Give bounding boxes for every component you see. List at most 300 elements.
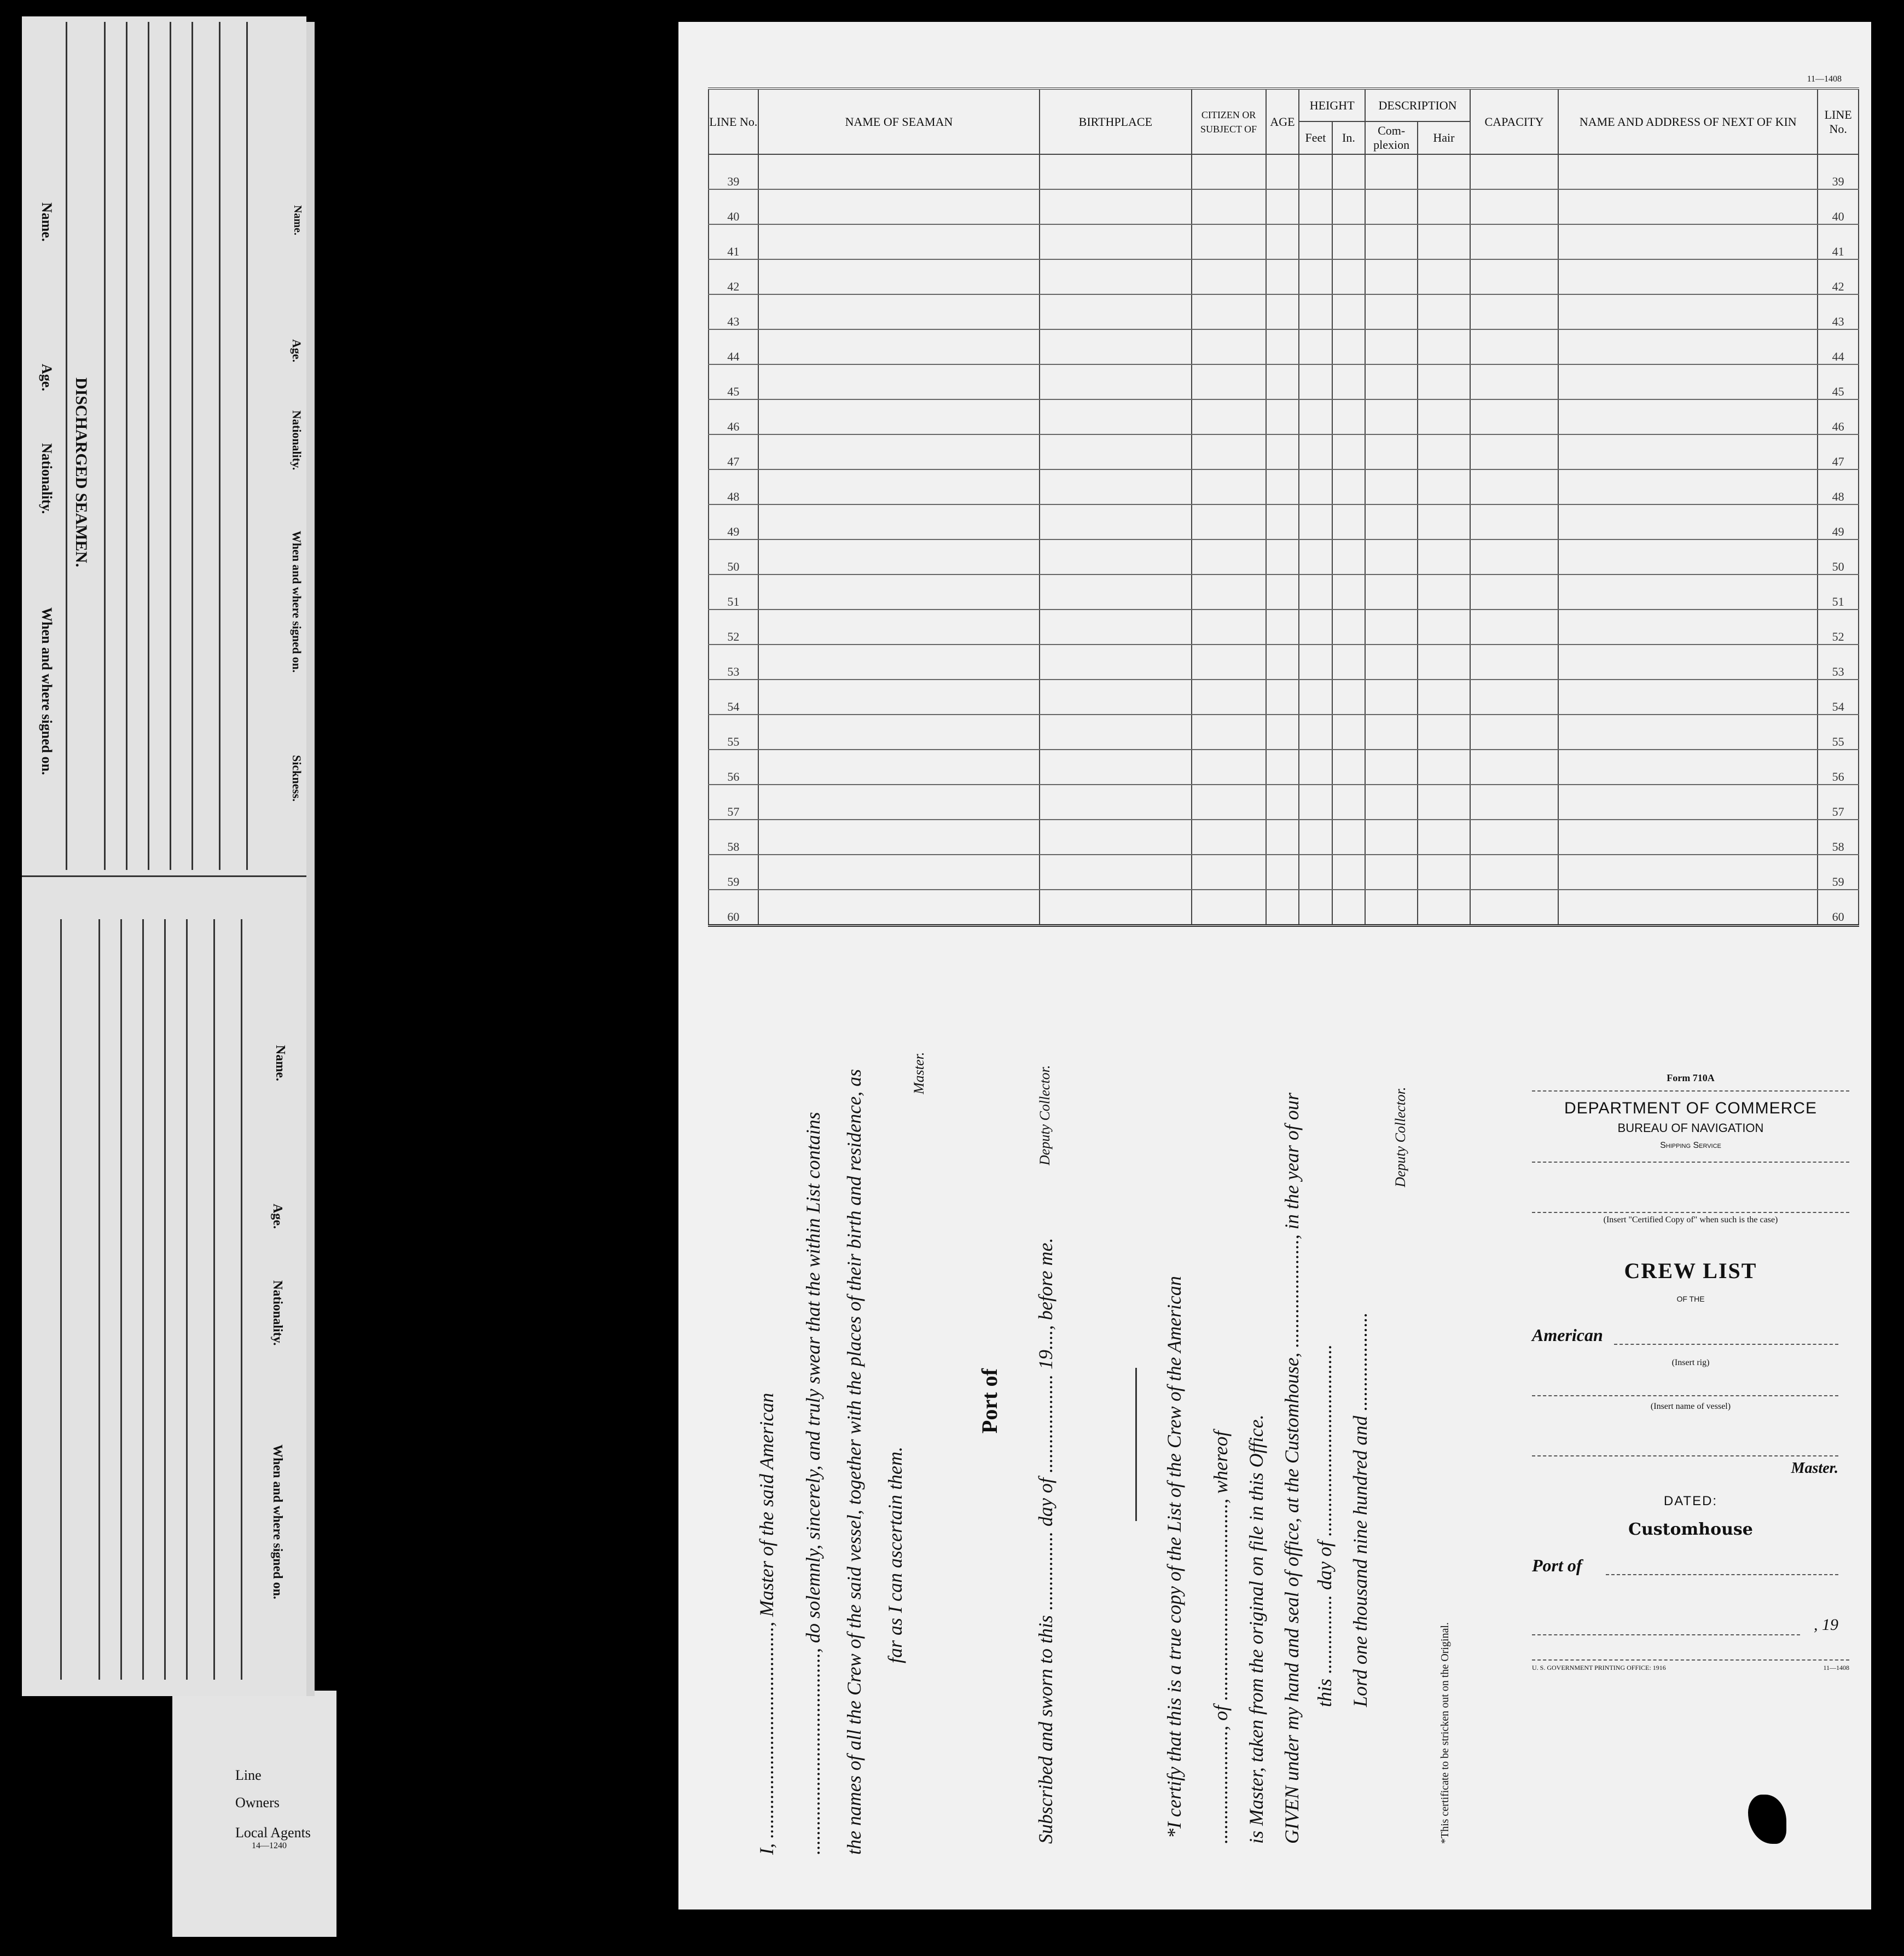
- affidavit-deputy-2: Deputy Collector.: [1392, 1087, 1408, 1187]
- table-row: [709, 750, 1859, 785]
- row-line-no: 57: [709, 785, 758, 820]
- row-cell: [1040, 189, 1191, 224]
- row-cell: [1266, 610, 1299, 645]
- strip-rule: [246, 22, 248, 870]
- row-cell: [1299, 715, 1332, 750]
- row-cell: [1192, 329, 1266, 364]
- strip-rule: [60, 919, 62, 1680]
- row-cell: [1332, 224, 1366, 259]
- affidavit-lord: Lord one thousand nine hundred and ....................: [1349, 1312, 1371, 1707]
- row-cell: [1192, 434, 1266, 469]
- affidavit-given: GIVEN under my hand and seal of office, at the Customhouse, ......................, in the year of our: [1281, 1093, 1303, 1844]
- row-cell: [1418, 399, 1470, 434]
- row-line-no: 44: [709, 329, 758, 364]
- row-line-no: 43: [709, 294, 758, 329]
- row-cell: [1470, 469, 1558, 504]
- row-cell: [1332, 855, 1366, 890]
- row-line-no: 54: [709, 680, 758, 715]
- torn-corner: [1748, 1795, 1786, 1844]
- cover-rig-line: [1614, 1344, 1838, 1345]
- row-cell: [1266, 189, 1299, 224]
- row-cell: [1192, 645, 1266, 680]
- row-cell: [1299, 890, 1332, 926]
- row-cell: [1192, 539, 1266, 574]
- row-cell: [1365, 329, 1418, 364]
- affidavit-port-of: Port of: [977, 1368, 1002, 1433]
- row-line-no-right: 42: [1818, 259, 1859, 294]
- row-cell: [1365, 504, 1418, 539]
- row-cell: [1192, 610, 1266, 645]
- row-cell: [758, 434, 1040, 469]
- col-height-feet: Feet: [1299, 121, 1332, 154]
- row-cell: [1332, 890, 1366, 926]
- row-cell: [1299, 399, 1332, 434]
- row-line-no: 50: [709, 539, 758, 574]
- row-cell: [1470, 434, 1558, 469]
- row-cell: [1558, 259, 1818, 294]
- row-cell: [1558, 469, 1818, 504]
- row-cell: [1192, 820, 1266, 855]
- row-cell: [1266, 855, 1299, 890]
- row-cell: [1266, 539, 1299, 574]
- affidavit-subscribed: Subscribed and sworn to this ................ day of .................... 19...., before me.: [1035, 1238, 1057, 1844]
- row-cell: [1418, 504, 1470, 539]
- row-cell: [1040, 680, 1191, 715]
- strip-rule: [219, 22, 220, 870]
- row-cell: [1558, 539, 1818, 574]
- row-line-no-right: 41: [1818, 224, 1859, 259]
- row-cell: [1558, 329, 1818, 364]
- row-cell: [1266, 785, 1299, 820]
- row-cell: [1266, 329, 1299, 364]
- row-cell: [1299, 504, 1332, 539]
- cover-customhouse: Customhouse: [1628, 1520, 1753, 1539]
- row-cell: [1558, 294, 1818, 329]
- strip-rule: [66, 22, 67, 870]
- row-cell: [1192, 154, 1266, 189]
- row-cell: [1365, 154, 1418, 189]
- row-cell: [1299, 329, 1332, 364]
- row-cell: [1558, 574, 1818, 610]
- row-cell: [758, 645, 1040, 680]
- row-line-no: 59: [709, 855, 758, 890]
- strip-header-signed: When and where signed on.: [290, 531, 304, 673]
- row-cell: [1558, 224, 1818, 259]
- row-line-no-right: 57: [1818, 785, 1859, 820]
- row-cell: [1192, 189, 1266, 224]
- row-cell: [1040, 259, 1191, 294]
- strip-footer-line: Line: [235, 1767, 262, 1783]
- cover-date-line: [1532, 1634, 1800, 1635]
- row-cell: [1040, 855, 1191, 890]
- row-cell: [1040, 890, 1191, 926]
- strip-header-nationality: Nationality.: [290, 410, 304, 471]
- table-row: [709, 610, 1859, 645]
- row-line-no: 46: [709, 399, 758, 434]
- row-cell: [758, 329, 1040, 364]
- row-line-no-right: 54: [1818, 680, 1859, 715]
- row-cell: [758, 259, 1040, 294]
- row-cell: [1365, 820, 1418, 855]
- row-cell: [1040, 610, 1191, 645]
- row-cell: [1266, 890, 1299, 926]
- row-cell: [1266, 469, 1299, 504]
- col-complexion: Com- plexion: [1365, 121, 1418, 154]
- row-line-no: 42: [709, 259, 758, 294]
- table-row: [709, 434, 1859, 469]
- strip-header-signed: When and where signed on.: [270, 1444, 285, 1599]
- row-cell: [1192, 890, 1266, 926]
- table-row: [709, 855, 1859, 890]
- strip-title: DISCHARGED SEAMEN.: [72, 378, 90, 567]
- col-line-no-right: LINE No.: [1818, 89, 1859, 154]
- row-cell: [1470, 189, 1558, 224]
- row-cell: [758, 750, 1040, 785]
- row-cell: [1365, 645, 1418, 680]
- row-line-no-right: 59: [1818, 855, 1859, 890]
- row-cell: [758, 785, 1040, 820]
- row-line-no: 60: [709, 890, 758, 926]
- table-row: [709, 399, 1859, 434]
- row-cell: [1192, 469, 1266, 504]
- left-strip-back: [172, 1691, 336, 1937]
- row-cell: [1299, 364, 1332, 399]
- row-cell: [1332, 434, 1366, 469]
- row-cell: [1365, 469, 1418, 504]
- row-cell: [758, 364, 1040, 399]
- row-cell: [1418, 574, 1470, 610]
- row-cell: [1332, 399, 1366, 434]
- affidavit-line-4: far as I can ascertain them.: [884, 1447, 906, 1663]
- cover-service: Shipping Service: [1660, 1141, 1721, 1150]
- row-line-no: 39: [709, 154, 758, 189]
- row-cell: [1266, 259, 1299, 294]
- affidavit-is-master: is Master, taken from the original on file in this Office.: [1245, 1414, 1267, 1844]
- strip-header-age: Age.: [39, 364, 55, 391]
- table-row: [709, 469, 1859, 504]
- row-cell: [1365, 364, 1418, 399]
- row-cell: [1558, 154, 1818, 189]
- col-hair: Hair: [1418, 121, 1470, 154]
- cover-year: , 19: [1814, 1616, 1838, 1634]
- table-row: [709, 574, 1859, 610]
- cover-rule-bottom: [1532, 1659, 1849, 1661]
- table-row: [709, 259, 1859, 294]
- row-cell: [758, 890, 1040, 926]
- row-cell: [1365, 750, 1418, 785]
- col-name-of-seaman: NAME OF SEAMAN: [758, 89, 1040, 154]
- row-cell: [1040, 469, 1191, 504]
- row-cell: [1418, 224, 1470, 259]
- row-cell: [1040, 539, 1191, 574]
- row-cell: [1040, 364, 1191, 399]
- col-height-in: In.: [1332, 121, 1366, 154]
- row-cell: [758, 820, 1040, 855]
- row-cell: [1470, 750, 1558, 785]
- affidavit-divider: [1135, 1368, 1137, 1521]
- col-capacity: CAPACITY: [1470, 89, 1558, 154]
- row-line-no: 51: [709, 574, 758, 610]
- row-cell: [1470, 259, 1558, 294]
- row-cell: [1558, 189, 1818, 224]
- row-cell: [1418, 820, 1470, 855]
- col-birthplace: BIRTHPLACE: [1040, 89, 1191, 154]
- row-cell: [1470, 715, 1558, 750]
- row-cell: [1332, 469, 1366, 504]
- row-cell: [758, 469, 1040, 504]
- col-citizen: CITIZEN OR SUBJECT OF: [1192, 89, 1266, 154]
- strip-header-nationality: Nationality.: [39, 443, 55, 514]
- row-cell: [1192, 750, 1266, 785]
- row-cell: [1266, 750, 1299, 785]
- cover-port-line: [1606, 1574, 1838, 1575]
- table-row: [709, 645, 1859, 680]
- strip-header-sickness: Sickness.: [290, 755, 304, 802]
- row-cell: [1266, 504, 1299, 539]
- row-line-no: 53: [709, 645, 758, 680]
- row-cell: [1332, 259, 1366, 294]
- col-next-of-kin: NAME AND ADDRESS OF NEXT OF KIN: [1558, 89, 1818, 154]
- row-cell: [1558, 645, 1818, 680]
- cover-code: 11—1408: [1823, 1664, 1849, 1671]
- cover-american: American: [1532, 1325, 1603, 1345]
- row-line-no-right: 55: [1818, 715, 1859, 750]
- row-line-no: 56: [709, 750, 758, 785]
- row-cell: [1365, 680, 1418, 715]
- table-row: [709, 224, 1859, 259]
- row-cell: [1299, 539, 1332, 574]
- affidavit-line-3: the names of all the Crew of the said vessel, together with the places of their birth and residence, as: [843, 1069, 865, 1855]
- row-cell: [1299, 189, 1332, 224]
- row-cell: [1040, 750, 1191, 785]
- row-cell: [1470, 785, 1558, 820]
- row-line-no: 48: [709, 469, 758, 504]
- row-cell: [1299, 224, 1332, 259]
- row-cell: [1418, 750, 1470, 785]
- row-cell: [1266, 154, 1299, 189]
- strip-header-signed: When and where signed on.: [39, 607, 55, 775]
- table-row: [709, 189, 1859, 224]
- row-cell: [1558, 820, 1818, 855]
- row-cell: [1299, 294, 1332, 329]
- row-line-no-right: 43: [1818, 294, 1859, 329]
- row-line-no-right: 47: [1818, 434, 1859, 469]
- row-cell: [1040, 224, 1191, 259]
- strip-header-age: Age.: [270, 1204, 285, 1229]
- row-cell: [1418, 610, 1470, 645]
- strip-rule: [120, 919, 122, 1680]
- row-cell: [1299, 820, 1332, 855]
- row-cell: [1558, 610, 1818, 645]
- row-cell: [1470, 820, 1558, 855]
- table-row: [709, 680, 1859, 715]
- row-cell: [1332, 329, 1366, 364]
- row-cell: [1418, 680, 1470, 715]
- row-cell: [1470, 574, 1558, 610]
- row-cell: [1192, 259, 1266, 294]
- row-cell: [1332, 820, 1366, 855]
- row-cell: [758, 294, 1040, 329]
- row-cell: [1266, 715, 1299, 750]
- row-line-no-right: 44: [1818, 329, 1859, 364]
- row-cell: [758, 680, 1040, 715]
- strip-rule: [104, 22, 106, 870]
- row-cell: [1365, 785, 1418, 820]
- row-cell: [1470, 154, 1558, 189]
- row-cell: [1192, 574, 1266, 610]
- row-cell: [1332, 715, 1366, 750]
- row-cell: [1266, 820, 1299, 855]
- cover-bureau: BUREAU OF NAVIGATION: [1617, 1121, 1764, 1135]
- row-cell: [1470, 399, 1558, 434]
- row-cell: [1418, 189, 1470, 224]
- row-line-no: 52: [709, 610, 758, 645]
- row-cell: [758, 189, 1040, 224]
- row-cell: [1365, 855, 1418, 890]
- cover-dept: DEPARTMENT OF COMMERCE: [1564, 1099, 1818, 1117]
- col-age: AGE: [1266, 89, 1299, 154]
- affidavit-line-2: ........................................., do solemnly, sincerely, and truly swear that the within List contains: [802, 1112, 824, 1855]
- cover-vessel-line: [1532, 1395, 1838, 1396]
- row-cell: [1266, 680, 1299, 715]
- row-cell: [1332, 294, 1366, 329]
- table-row: [709, 785, 1859, 820]
- row-line-no-right: 40: [1818, 189, 1859, 224]
- strip-footer-agents: Local Agents: [235, 1825, 311, 1841]
- table-row: [709, 329, 1859, 364]
- table-row: [709, 890, 1859, 926]
- row-cell: [1332, 504, 1366, 539]
- row-cell: [1365, 715, 1418, 750]
- row-line-no-right: 48: [1818, 469, 1859, 504]
- crew-table: [708, 88, 1859, 927]
- row-cell: [1192, 855, 1266, 890]
- row-cell: [1192, 680, 1266, 715]
- row-line-no: 55: [709, 715, 758, 750]
- affidavit-line-1: I, ..........................................., Master of the said American: [756, 1392, 777, 1855]
- row-line-no: 45: [709, 364, 758, 399]
- form-code-top: 11—1408: [1807, 74, 1842, 84]
- cover-panel: [1532, 1072, 1849, 1672]
- strip-footer-code: 14—1240: [252, 1841, 287, 1850]
- row-cell: [1040, 294, 1191, 329]
- strip-rule: [98, 919, 100, 1680]
- row-cell: [1365, 434, 1418, 469]
- strip-header-age: Age.: [290, 339, 304, 363]
- col-line-no: LINE No.: [709, 89, 758, 154]
- row-cell: [1040, 399, 1191, 434]
- row-cell: [1266, 399, 1299, 434]
- row-cell: [1558, 750, 1818, 785]
- row-cell: [1332, 539, 1366, 574]
- row-cell: [1332, 154, 1366, 189]
- row-line-no: 49: [709, 504, 758, 539]
- row-cell: [1266, 364, 1299, 399]
- row-cell: [1299, 610, 1332, 645]
- row-cell: [1418, 469, 1470, 504]
- row-line-no: 47: [709, 434, 758, 469]
- cover-port-of: Port of: [1532, 1555, 1582, 1575]
- strip-header-nationality: Nationality.: [270, 1280, 285, 1346]
- row-cell: [1418, 715, 1470, 750]
- strip-rule: [142, 919, 144, 1680]
- strip-rule: [191, 22, 193, 870]
- cover-form-no: Form 710A: [1667, 1072, 1715, 1083]
- strip-rule: [126, 22, 127, 870]
- strip-rule: [241, 919, 242, 1680]
- row-cell: [758, 715, 1040, 750]
- row-cell: [1192, 785, 1266, 820]
- row-cell: [1299, 259, 1332, 294]
- row-cell: [1332, 750, 1366, 785]
- row-line-no-right: 52: [1818, 610, 1859, 645]
- row-cell: [1558, 434, 1818, 469]
- row-cell: [1418, 890, 1470, 926]
- cover-rule-top: [1532, 1090, 1849, 1092]
- row-cell: [758, 154, 1040, 189]
- row-cell: [758, 224, 1040, 259]
- row-cell: [1266, 224, 1299, 259]
- row-cell: [1418, 329, 1470, 364]
- row-cell: [1192, 224, 1266, 259]
- row-cell: [1418, 294, 1470, 329]
- row-cell: [1470, 504, 1558, 539]
- row-cell: [1365, 399, 1418, 434]
- row-cell: [1365, 890, 1418, 926]
- table-row: [709, 154, 1859, 189]
- row-cell: [1040, 504, 1191, 539]
- strip-rule: [186, 919, 188, 1680]
- row-cell: [1332, 189, 1366, 224]
- table-row: [709, 539, 1859, 574]
- table-row: [709, 715, 1859, 750]
- row-cell: [1192, 294, 1266, 329]
- strip-rule: [164, 919, 166, 1680]
- row-cell: [1470, 539, 1558, 574]
- row-cell: [1266, 434, 1299, 469]
- cover-rule-2: [1532, 1162, 1849, 1163]
- row-cell: [1470, 294, 1558, 329]
- row-cell: [1040, 154, 1191, 189]
- row-cell: [1299, 434, 1332, 469]
- row-cell: [1332, 364, 1366, 399]
- table-row: [709, 820, 1859, 855]
- row-cell: [1470, 364, 1558, 399]
- row-cell: [1365, 224, 1418, 259]
- row-cell: [1365, 294, 1418, 329]
- table-row: [709, 294, 1859, 329]
- row-line-no-right: 51: [1818, 574, 1859, 610]
- row-line-no-right: 60: [1818, 890, 1859, 926]
- strip-header-name: Name.: [39, 202, 55, 242]
- row-line-no-right: 45: [1818, 364, 1859, 399]
- strip-header-name: Name.: [273, 1045, 287, 1081]
- row-cell: [1558, 680, 1818, 715]
- row-line-no-right: 53: [1818, 645, 1859, 680]
- row-cell: [1266, 645, 1299, 680]
- row-cell: [758, 574, 1040, 610]
- row-cell: [1299, 750, 1332, 785]
- row-cell: [1266, 574, 1299, 610]
- strip-rule: [148, 22, 149, 870]
- row-cell: [1418, 539, 1470, 574]
- row-cell: [1418, 364, 1470, 399]
- row-cell: [1299, 469, 1332, 504]
- col-description: DESCRIPTION: [1365, 89, 1470, 121]
- cover-dated: DATED:: [1663, 1494, 1718, 1508]
- row-cell: [758, 610, 1040, 645]
- cover-insert-rig: (Insert rig): [1671, 1358, 1710, 1367]
